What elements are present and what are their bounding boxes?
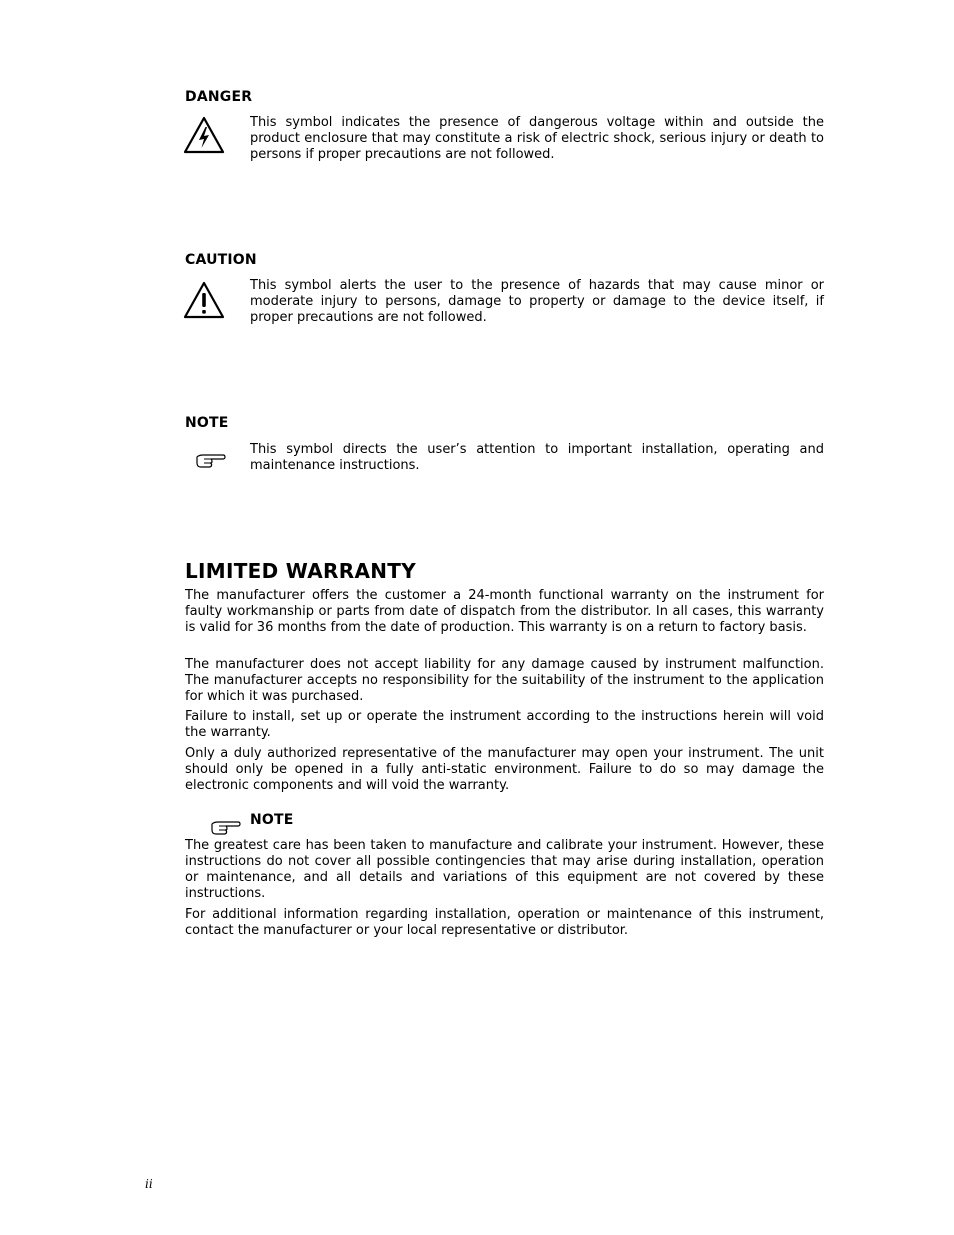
note-label: NOTE	[185, 415, 229, 431]
warranty-title: LIMITED WARRANTY	[185, 559, 416, 583]
lightning-warning-icon	[183, 116, 225, 154]
caution-label: CAUTION	[185, 252, 257, 268]
note-description: This symbol directs the user’s attention to important installation, operating and maintenance instructions.	[250, 442, 824, 473]
warranty-note-paragraph-2: For additional information regarding installation, operation or maintenance of this instrument, contact the manufacturer or your local representative or distributor.	[185, 907, 824, 938]
danger-description: This symbol indicates the presence of dangerous voltage within and outside the product enclosure that may constitute a risk of electric shock, serious injury or death to persons if proper precautions are not followed.	[250, 115, 824, 162]
pointing-hand-icon	[195, 452, 227, 470]
caution-description: This symbol alerts the user to the presence of hazards that may cause minor or moderate injury to persons, damage to property or damage to the device itself, if proper precautions are not followed.	[250, 278, 824, 325]
danger-label: DANGER	[185, 89, 253, 105]
warranty-note-label: NOTE	[250, 812, 294, 828]
pointing-hand-icon	[210, 819, 242, 837]
warranty-note-paragraph-1: The greatest care has been taken to manufacture and calibrate your instrument. However, these instructions do not cover all possible contingencies that may arise during installation, operation or maintenance, and all details and variations of this equipment are not covered by these instructions.	[185, 838, 824, 901]
warranty-paragraph-2: The manufacturer does not accept liability for any damage caused by instrument malfunction. The manufacturer accepts no responsibility for the suitability of the instrument to the application for which it was purchased.	[185, 657, 824, 704]
page-number: ii	[145, 1177, 153, 1191]
warranty-paragraph-1: The manufacturer offers the customer a 24-month functional warranty on the instrument for faulty workmanship or parts from date of dispatch from the distributor. In all cases, this warranty is valid for 36 months from the date of production. This warranty is on a return to factory basis.	[185, 588, 824, 635]
warranty-paragraph-4: Only a duly authorized representative of the manufacturer may open your instrument. The unit should only be opened in a fully anti-static environment. Failure to do so may damage the electronic components and will void the warranty.	[185, 746, 824, 793]
exclamation-warning-icon	[183, 281, 225, 319]
warranty-paragraph-3: Failure to install, set up or operate the instrument according to the instructions herein will void the warranty.	[185, 709, 824, 740]
